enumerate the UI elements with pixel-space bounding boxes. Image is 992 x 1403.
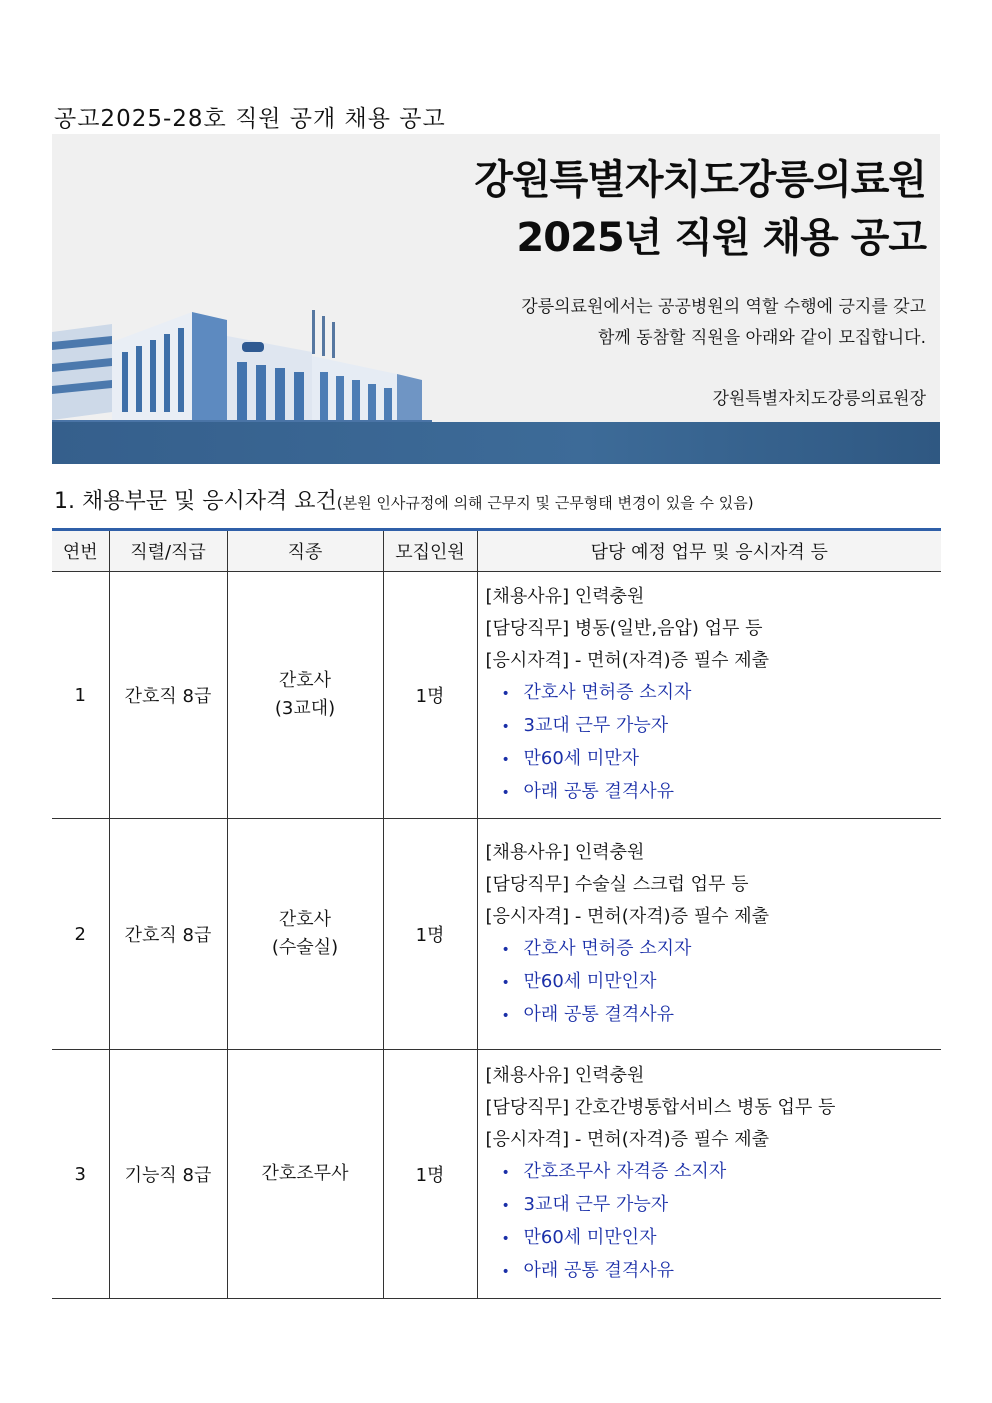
bullet-dot-icon: • (501, 686, 510, 702)
qualification-bullet (486, 933, 942, 966)
row-qualification: [응시자격] - 면허(자격)증 필수 제출 (485, 650, 770, 671)
bullet-text: 아래 공통 결격사유 (523, 1260, 675, 1281)
row-reason: [채용사유] 인력충원 (485, 841, 645, 863)
table-row (52, 572, 941, 819)
row-grade: 간호직 8급 (109, 572, 227, 819)
banner-title-line2: 2025년 직원 채용 공고 (516, 215, 926, 261)
bullet-text: 만60세 미만인자 (523, 1227, 657, 1248)
header-details: 담당 예정 업무 및 응시자격 등 (477, 530, 941, 572)
row-details (477, 1050, 941, 1299)
bullet-text: 간호사 면허증 소지자 (523, 682, 692, 703)
row-job-line2: (3교대) (274, 698, 336, 719)
row-details (477, 572, 941, 819)
row-grade: 간호직 8급 (109, 819, 227, 1050)
header-no: 연번 (52, 530, 109, 572)
banner-blue-band (52, 422, 940, 464)
bullet-text: 아래 공통 결격사유 (523, 781, 675, 802)
row-job (227, 572, 383, 819)
qualification-bullet (486, 776, 942, 809)
qualification-bullet (486, 1222, 942, 1255)
qualification-bullet (486, 743, 942, 776)
table-row (52, 819, 941, 1050)
row-details (477, 819, 941, 1050)
bullet-text: 3교대 근무 가능자 (523, 715, 669, 736)
row-count: 1명 (383, 1050, 477, 1299)
bullet-text: 3교대 근무 가능자 (523, 1194, 669, 1215)
header-grade: 직렬/직급 (109, 530, 227, 572)
qualification-bullet (486, 677, 942, 710)
row-reason: [채용사유] 인력충원 (485, 1065, 645, 1086)
qualification-bullet (486, 966, 942, 999)
qualification-bullet (486, 999, 942, 1032)
row-job-line1: 간호사 (278, 670, 332, 691)
row-grade: 기능직 8급 (109, 1050, 227, 1299)
table-row (52, 1050, 941, 1299)
bullet-text: 간호사 면허증 소지자 (523, 937, 692, 959)
banner-message-line1: 강릉의료원에서는 공공병원의 역할 수행에 긍지를 갖고 (521, 297, 926, 317)
section-title: 1. 채용부문 및 응시자격 요건 (54, 489, 337, 514)
recruitment-table (52, 528, 941, 1299)
header-job: 직종 (227, 530, 383, 572)
bullet-text: 만60세 미만인자 (523, 970, 657, 992)
bullet-dot-icon: • (501, 1231, 510, 1247)
bullet-dot-icon: • (501, 752, 510, 768)
bullet-dot-icon: • (501, 1165, 510, 1181)
row-qualification: [응시자격] - 면허(자격)증 필수 제출 (485, 905, 770, 927)
recruitment-banner (52, 134, 940, 464)
row-duty: [담당직무] 간호간병통합서비스 병동 업무 등 (485, 1097, 836, 1118)
bullet-dot-icon: • (501, 1007, 510, 1024)
table-header-row (52, 530, 941, 572)
row-no: 1 (52, 572, 109, 819)
section-note: (본원 인사규정에 의해 근무지 및 근무형태 변경이 있을 수 있음) (336, 494, 754, 512)
row-qualification: [응시자격] - 면허(자격)증 필수 제출 (485, 1129, 770, 1150)
bullet-dot-icon: • (501, 1198, 510, 1214)
row-job (227, 1050, 383, 1299)
banner-message-line2: 함께 동참할 직원을 아래와 같이 모집합니다. (597, 328, 926, 348)
bullet-dot-icon: • (501, 941, 510, 958)
row-no: 3 (52, 1050, 109, 1299)
row-duty: [담당직무] 수술실 스크럽 업무 등 (485, 873, 749, 895)
bullet-dot-icon: • (501, 1264, 510, 1280)
banner-signature: 강원특별자치도강릉의료원장 (712, 389, 926, 409)
qualification-bullet (486, 1156, 942, 1189)
bullet-dot-icon: • (501, 785, 510, 801)
qualification-bullet (486, 1189, 942, 1222)
qualification-bullet (486, 710, 942, 743)
section-heading (54, 484, 754, 515)
row-job (227, 819, 383, 1050)
row-count: 1명 (383, 572, 477, 819)
bullet-dot-icon: • (501, 974, 510, 991)
row-job-line1: 간호조무사 (261, 1163, 349, 1184)
row-duty: [담당직무] 병동(일반,음압) 업무 등 (485, 618, 763, 639)
row-reason: [채용사유] 인력충원 (485, 586, 645, 607)
banner-title-line1: 강원특별자치도강릉의료원 (474, 157, 926, 203)
bullet-text: 만60세 미만자 (523, 748, 640, 769)
bullet-text: 간호조무사 자격증 소지자 (523, 1161, 727, 1182)
bullet-dot-icon: • (501, 719, 510, 735)
row-no: 2 (52, 819, 109, 1050)
row-job-line2: (수술실) (271, 937, 339, 958)
row-job-line1: 간호사 (278, 909, 332, 930)
bullet-text: 아래 공통 결격사유 (523, 1003, 675, 1025)
row-count: 1명 (383, 819, 477, 1050)
qualification-bullet (486, 1255, 942, 1288)
header-count: 모집인원 (383, 530, 477, 572)
notice-number: 공고2025-28호 직원 공개 채용 공고 (54, 106, 446, 132)
